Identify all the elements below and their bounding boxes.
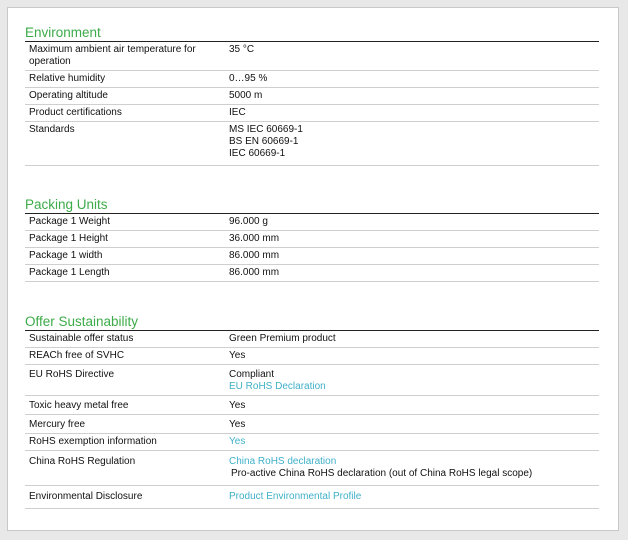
row-value: 96.000 g	[229, 216, 268, 227]
row-key: Package 1 width	[29, 250, 103, 261]
row-value: 86.000 mm	[229, 250, 280, 261]
china-rohs-declaration-link[interactable]: China RoHS declaration	[229, 456, 337, 467]
sustainability-section	[25, 314, 599, 509]
table-row	[25, 122, 599, 166]
row-key: Mercury free	[29, 419, 86, 430]
packing-heading: Packing Units	[25, 197, 599, 214]
table-row	[25, 396, 599, 415]
row-value: 86.000 mm	[229, 267, 280, 278]
table-row	[25, 265, 599, 282]
row-key: Operating altitude	[29, 90, 108, 101]
table-row	[25, 105, 599, 122]
table-row	[25, 348, 599, 365]
sustainability-heading: Offer Sustainability	[25, 314, 599, 331]
row-value: 5000 m	[229, 90, 263, 101]
row-value: 0…95 %	[229, 73, 268, 84]
row-value: IEC	[229, 107, 246, 118]
row-value: MS IEC 60669-1 BS EN 60669-1 IEC 60669-1	[229, 124, 303, 159]
row-value: Compliant EU RoHS Declaration	[229, 367, 599, 395]
row-key: Toxic heavy metal free	[29, 400, 129, 411]
table-row	[25, 214, 599, 231]
row-key: Product certifications	[29, 107, 122, 118]
packing-section	[25, 197, 599, 282]
product-environmental-profile-link[interactable]: Product Environmental Profile	[229, 491, 362, 502]
table-row	[25, 248, 599, 265]
table-row	[25, 71, 599, 88]
table-row	[25, 231, 599, 248]
datasheet-page	[7, 7, 619, 531]
table-row	[25, 451, 599, 486]
row-key: EU RoHS Directive	[29, 369, 115, 380]
row-key: Maximum ambient air temperature for operation	[29, 44, 196, 67]
row-key: REACh free of SVHC	[29, 350, 125, 361]
row-value: Green Premium product	[229, 333, 336, 344]
row-key: Environmental Disclosure	[29, 491, 143, 502]
row-key: Standards	[29, 124, 75, 135]
row-key: Package 1 Weight	[29, 216, 110, 227]
table-row	[25, 42, 599, 71]
row-key: Package 1 Height	[29, 233, 108, 244]
table-row	[25, 365, 599, 396]
environment-section	[25, 25, 599, 166]
row-value: 36.000 mm	[229, 233, 280, 244]
row-key: RoHS exemption information	[29, 436, 157, 447]
table-row	[25, 415, 599, 434]
row-value: Yes	[229, 350, 246, 361]
table-row	[25, 486, 599, 509]
table-row	[25, 434, 599, 451]
row-key: Sustainable offer status	[29, 333, 134, 344]
row-value	[229, 434, 599, 450]
row-value: China RoHS declaration Pro-active China RoHS declaration (out of China RoHS legal scope)	[229, 454, 599, 482]
row-value: Yes	[229, 419, 246, 430]
environment-heading: Environment	[25, 25, 599, 42]
table-row	[25, 331, 599, 348]
row-value: Yes	[229, 400, 246, 411]
row-value	[229, 489, 599, 505]
row-value: 35 °C	[229, 44, 255, 55]
eu-rohs-declaration-link[interactable]: EU RoHS Declaration	[229, 381, 326, 392]
row-key: China RoHS Regulation	[29, 456, 136, 467]
table-row	[25, 88, 599, 105]
row-key: Relative humidity	[29, 73, 106, 84]
row-key: Package 1 Length	[29, 267, 110, 278]
rohs-exemption-link[interactable]: Yes	[229, 436, 246, 447]
